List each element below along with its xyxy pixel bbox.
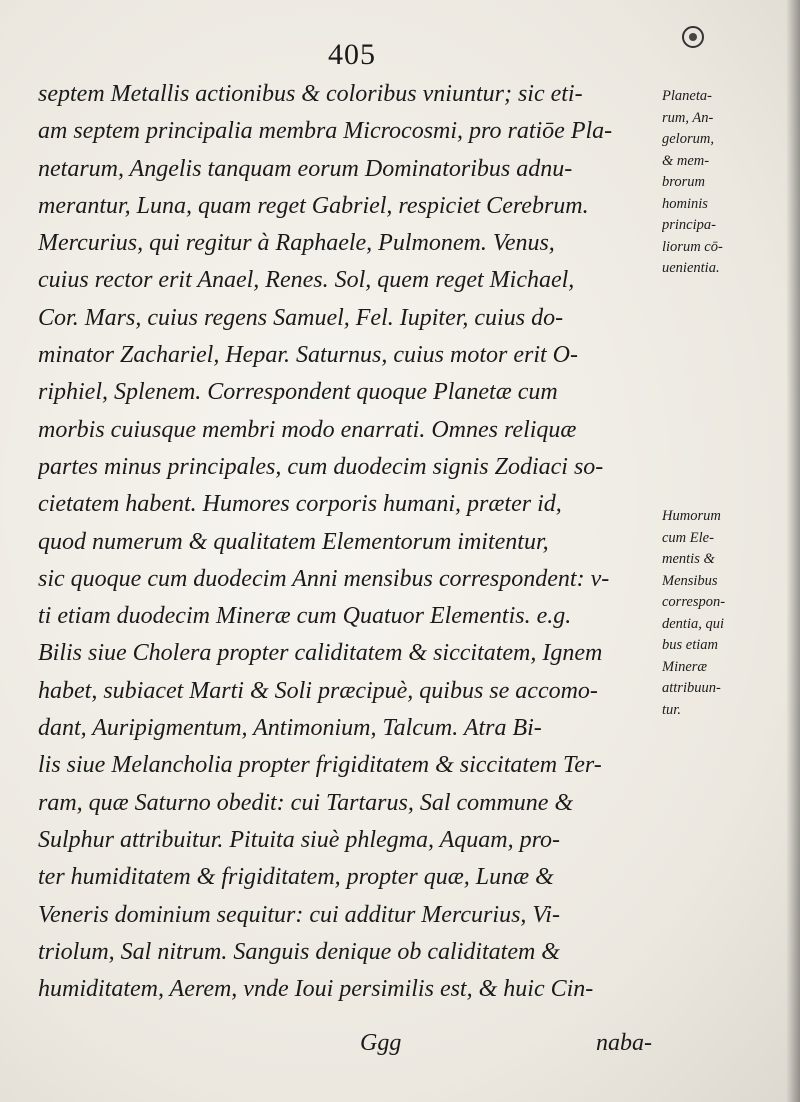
margin-note-line: tur.	[662, 701, 681, 718]
margin-note-line: uenientia.	[662, 260, 720, 276]
text-line: lis siue Melancholia propter frigiditatem & siccitatem Ter-	[38, 752, 602, 779]
text-line: partes minus principales, cum duodecim signis Zodiaci so-	[38, 453, 604, 480]
margin-note-line: Humorum	[662, 508, 721, 524]
text-line: cuius rector erit Anael, Renes. Sol, quem reget Michael,	[38, 267, 575, 294]
main-text-block	[38, 76, 660, 1008]
text-line: merantur, Luna, quam reget Gabriel, respiciet Cerebrum.	[38, 192, 589, 219]
text-line: ti etiam duodecim Mineræ cum Quatuor Elementis. e.g.	[38, 603, 572, 630]
catchword: naba-	[596, 1030, 652, 1056]
margin-note-line: cum Ele-	[662, 529, 714, 546]
text-line: Cor. Mars, cuius regens Samuel, Fel. Iupiter, cuius do-	[38, 304, 564, 331]
text-line: septem Metallis actionibus & coloribus vniuntur; sic eti-	[38, 81, 583, 107]
margin-note-line: rum, An-	[662, 109, 714, 126]
margin-note-line: bus etiam	[662, 637, 718, 653]
text-line: Bilis siue Cholera propter caliditatem & siccitatem, Ignem	[38, 640, 603, 667]
margin-note-line: liorum cō-	[662, 238, 723, 255]
margin-note-humors	[662, 506, 780, 721]
text-line: Veneris dominium sequitur: cui additur Mercurius, Vi-	[38, 901, 560, 928]
margin-note-planets	[662, 86, 780, 280]
text-line: cietatem habent. Humores corporis humani, præter id,	[38, 491, 562, 518]
text-line: habet, subiacet Marti & Soli præcipuè, quibus se accomo-	[38, 677, 598, 704]
text-line: ram, quæ Saturno obedit: cui Tartarus, Sal commune &	[38, 789, 574, 816]
library-stamp-icon	[682, 26, 704, 48]
margin-note-line: gelorum,	[662, 131, 714, 147]
text-line: am septem principalia membra Microcosmi, pro ratiōe Pla-	[38, 118, 613, 145]
text-line: Mercurius, qui regitur à Raphaele, Pulmonem. Venus,	[38, 230, 555, 257]
margin-note-line: brorum	[662, 174, 705, 190]
signature-mark: Ggg	[360, 1030, 402, 1056]
margin-note-line: Planeta-	[662, 88, 712, 104]
page-number: 405	[328, 38, 376, 71]
text-line: Sulphur attribuitur. Pituita siuè phlegma, Aquam, pro-	[38, 826, 561, 853]
text-line: riphiel, Splenem. Correspondent quoque Planetæ cum	[38, 379, 558, 406]
margin-note-line: attribuun-	[662, 680, 721, 696]
page-edge-shadow	[786, 0, 800, 1102]
margin-note-line: principa-	[662, 217, 716, 233]
margin-note-line: dentia, qui	[662, 615, 725, 632]
margin-note-line: hominis	[662, 195, 708, 212]
text-line: dant, Auripigmentum, Antimonium, Talcum. Atra Bi-	[38, 715, 542, 742]
margin-note-line: & mem-	[662, 152, 710, 169]
text-line: triolum, Sal nitrum. Sanguis denique ob caliditatem &	[38, 938, 560, 965]
text-line: morbis cuiusque membri modo enarrati. Omnes reliquæ	[38, 416, 577, 443]
margin-note-line: Mineræ	[662, 658, 708, 675]
text-line: humiditatem, Aerem, vnde Ioui persimilis est, & huic Cin-	[38, 976, 594, 1003]
text-line: ter humiditatem & frigiditatem, propter quæ, Lunæ &	[38, 864, 554, 891]
margin-note-line: mentis &	[662, 551, 715, 567]
margin-note-line: correspon-	[662, 594, 726, 610]
text-line: quod numerum & qualitatem Elementorum imitentur,	[38, 528, 549, 555]
margin-note-line: Mensibus	[662, 572, 718, 589]
text-line: sic quoque cum duodecim Anni mensibus correspondent: v-	[38, 565, 610, 592]
text-line: minator Zachariel, Hepar. Saturnus, cuius motor erit O-	[38, 342, 578, 369]
text-line: netarum, Angelis tanquam eorum Dominatoribus adnu-	[38, 155, 573, 182]
